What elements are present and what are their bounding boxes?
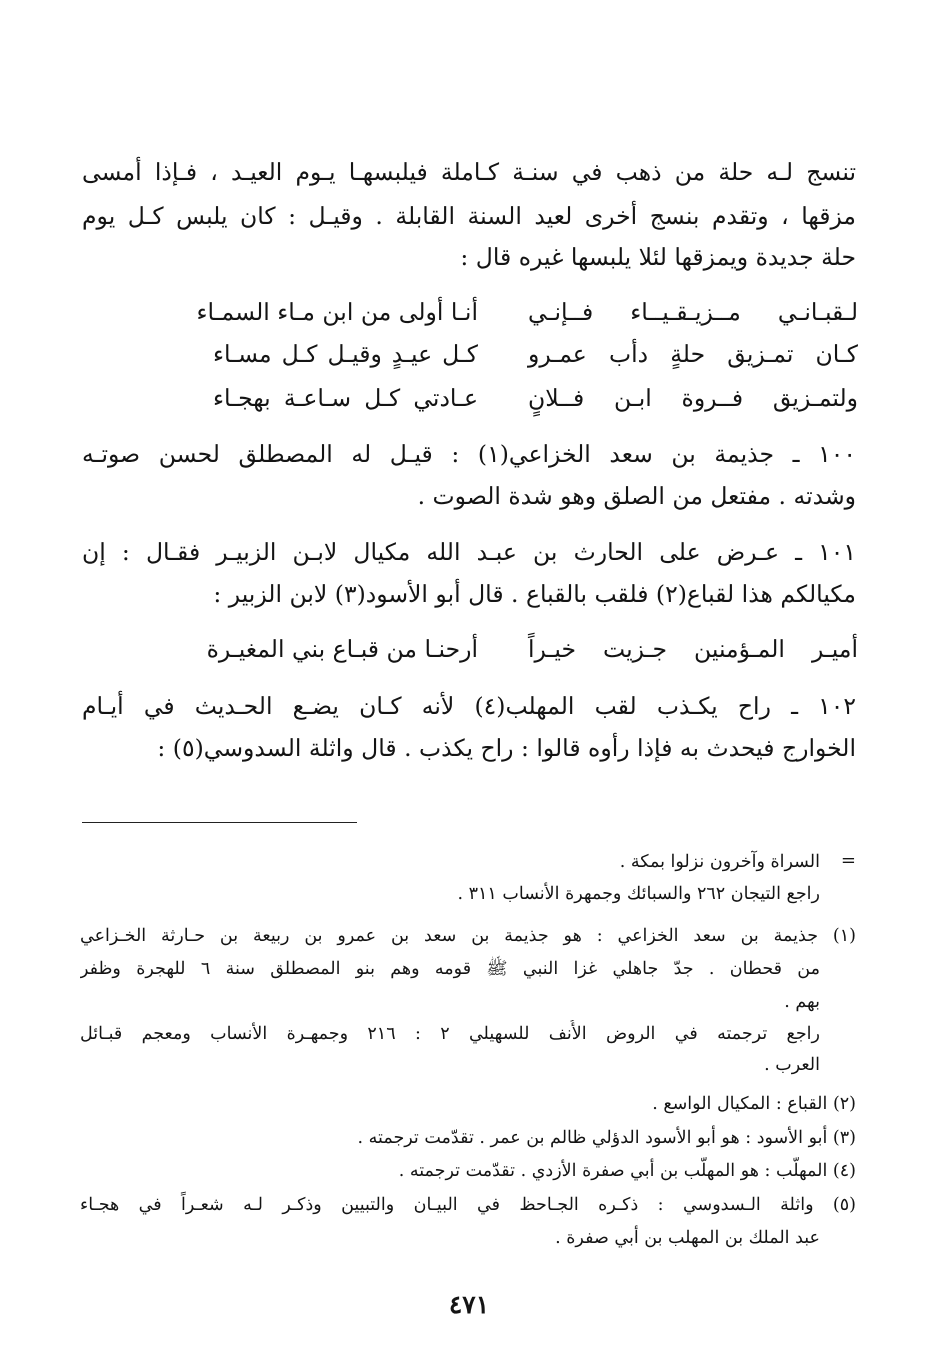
verse-line (0, 632, 938, 666)
footnote-5-line: (٥) واثلة الـسدوسي : ذكـره الجـاحظ في البيـان والتبيين وذكـر لـه شعـراً في هجـاء (80, 1195, 856, 1215)
verse-line (0, 295, 938, 329)
body-line: حلة جديدة ويمزقها لئلا يلبسها غيره قال : (460, 243, 856, 271)
footnote-continuation: السراة وآخرون نزلوا بمكة . (619, 852, 820, 872)
entry-102-line: الخوارج فيحدث به فإذا رأوه قالوا : راح يكذب . قال واثلة السدوسي(٥) : (157, 734, 856, 762)
verse-second-hemistich: أنـا أولى من ابن مـاء السمـاء (196, 298, 478, 326)
verse-second-hemistich: كـل عيـدٍ وقيـل كـل مسـاء (213, 340, 478, 368)
page-number: ٤٧١ (448, 1290, 490, 1319)
footnote-2: (٢) القباع : المكيال الواسع . (652, 1094, 856, 1114)
entry-100-line: وشدته . مفتعل من الصلق وهو شدة الصوت . (417, 482, 856, 510)
entry-102-line: ١٠٢ ـ راح يكـذب لقب المهلب(٤) لأنه كـان يضـع الحـديث في أيـام (82, 692, 856, 720)
verse-second-hemistich: عـادتي كـل سـاعـة بهجـاء (213, 384, 478, 412)
entry-101-line: مكيالكم هذا لقباع(٢) فلقب بالقباع . قال أبو الأسود(٣) لابن الزبير : (213, 580, 856, 608)
footnote-separator (82, 822, 357, 823)
footnote-5-line: عبد الملك بن المهلب بن أبي صفرة . (555, 1228, 820, 1248)
body-line: تنسج لـه حلة من ذهب في سنـة كـاملة فيلبسهـا يـوم العيـد ، فـإذا أمسى (82, 158, 856, 186)
verse-first-hemistich: أميـر المـؤمنين جـزيت خيـراً (528, 635, 858, 663)
verse-line (0, 381, 938, 415)
footnote-1-line: بهم . (784, 992, 820, 1012)
verse-line (0, 337, 938, 371)
verse-first-hemistich: لـقبـانـي مــزيـقـيــاء فــإنـي (528, 298, 858, 326)
entry-101-line: ١٠١ ـ عـرض على الحارث بن عبـد الله مكيال لابـن الزبيـر فقـال : إن (82, 538, 856, 566)
footnote-1-line: راجع ترجمته في الروض الأُنف للسهيلي ٢ : ٢١٦ وجمهـرة الأنساب ومعجم قبـائل (80, 1024, 820, 1044)
body-line: مزقها ، وتقدم بنسج أخرى لعيد السنة القابلة . وقيـل : كان يلبس كـل يوم (82, 202, 856, 230)
footnote-1-line: (١) جذيمة بن سعد الخزاعي : هو جذيمة بن سعد بن عمرو بن ربيعة بن حـارثة الخـزاعي (80, 926, 856, 946)
continuation-mark: = (840, 850, 856, 871)
footnote-1-line: العرب . (764, 1055, 820, 1075)
verse-first-hemistich: ولتمـزيق فــروة ابـن فــلانٍ (528, 384, 858, 412)
footnote-1-line: من قحطان . جدّ جاهلي غزا النبي ﷺ قومه وهم بنو المصطلق سنة ٦ للهجرة وظفر (80, 959, 820, 979)
footnote-3: (٣) أبو الأسود : هو أبو الأسود الدؤلي ظالم بن عمر . تقدّمت ترجمته . (357, 1128, 856, 1148)
entry-100-line: ١٠٠ ـ جذيمة بن سعد الخزاعي(١) : قيـل له المصطلق لحسن صوتـه (82, 440, 856, 468)
footnote-4: (٤) المهلّب : هو المهلّب بن أبي صفرة الأزدي . تقدّمت ترجمته . (398, 1161, 856, 1181)
verse-first-hemistich: كـان تمـزيق حلةٍ دأب عمـرو (528, 340, 858, 368)
footnote-continuation-ref: راجع التيجان ٢٦٢ والسبائك وجمهرة الأنساب ٣١١ . (457, 884, 820, 904)
verse-second-hemistich: أرحنـا من قبـاع بني المغيـرة (206, 635, 478, 663)
